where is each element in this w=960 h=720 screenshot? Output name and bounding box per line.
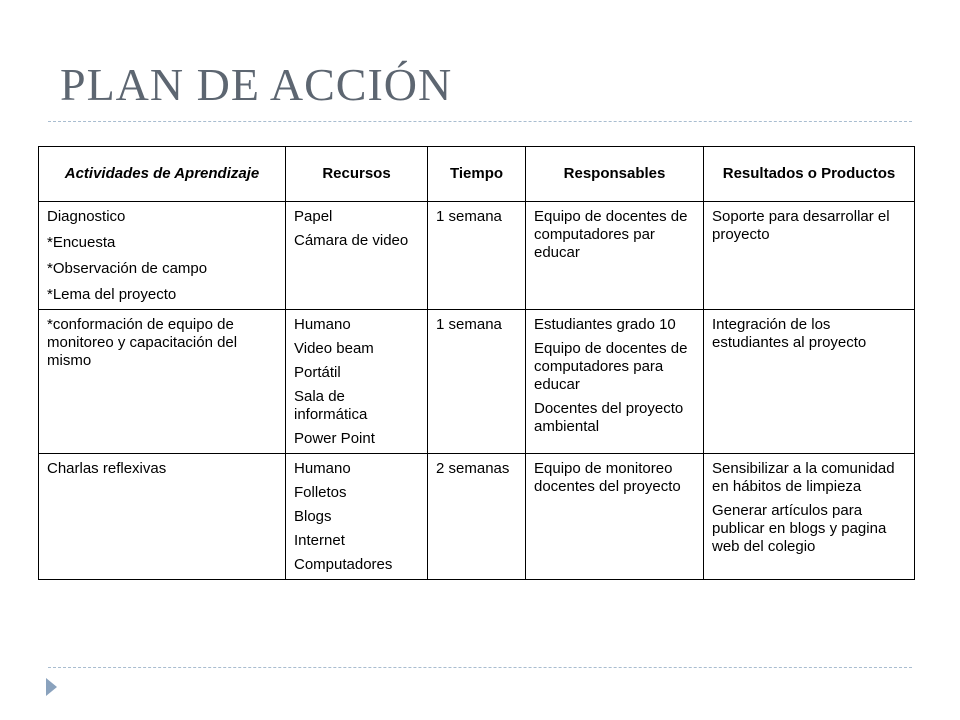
table-row: [39, 202, 915, 310]
cell-line: Soporte para desarrollar el proyecto: [712, 208, 890, 243]
cell-line: *Encuesta: [47, 234, 116, 251]
header-responsables: Responsables: [526, 147, 704, 202]
header-recursos: Recursos: [286, 147, 428, 202]
cell-resultados: [704, 454, 915, 580]
cell-recursos: [286, 454, 428, 580]
cell-line: Generar artículos para publicar en blogs y pagina web del colegio: [712, 502, 887, 555]
cell-resultados: [704, 310, 915, 454]
cell-line: Sala de informática: [294, 388, 368, 423]
cell-line: Power Point: [294, 430, 375, 447]
cell-line: *Observación de campo: [47, 260, 208, 277]
cell-line: Docentes del proyecto ambiental: [534, 400, 684, 435]
cell-line: Folletos: [294, 484, 347, 501]
cell-line: Sensibilizar a la comunidad en hábitos de limpieza: [712, 460, 895, 495]
cell-line: 1 semana: [436, 208, 502, 225]
table-header-row: [39, 147, 915, 202]
slide-title: PLAN DE ACCIÓN: [60, 59, 453, 110]
cell-responsables: [526, 202, 704, 310]
cell-line: *conformación de equipo de monitoreo y capacitación del mismo: [47, 316, 238, 369]
cell-line: Equipo de docentes de computadores para educar: [534, 340, 688, 393]
cell-line: Blogs: [294, 508, 332, 525]
footer-divider: [48, 667, 912, 668]
cell-responsables: [526, 310, 704, 454]
cell-line: Computadores: [294, 556, 393, 573]
cell-responsables: [526, 454, 704, 580]
cell-line: 1 semana: [436, 316, 502, 333]
cell-line: Humano: [294, 316, 351, 333]
header-actividades: Actividades de Aprendizaje: [39, 147, 286, 202]
header-tiempo: Tiempo: [428, 147, 526, 202]
cell-line: Estudiantes grado 10: [534, 316, 676, 333]
action-plan-table: [38, 146, 915, 580]
cell-line: Humano: [294, 460, 351, 477]
cell-line: Integración de los estudiantes al proyecto: [712, 316, 867, 351]
cell-line: Portátil: [294, 364, 341, 381]
cell-line: Cámara de video: [294, 232, 409, 249]
cell-tiempo: [428, 454, 526, 580]
cell-tiempo: [428, 310, 526, 454]
table-row: [39, 454, 915, 580]
cell-line: Equipo de monitoreo docentes del proyecto: [534, 460, 681, 495]
cell-line: 2 semanas: [436, 460, 510, 477]
table-row: [39, 310, 915, 454]
cell-actividades: [39, 454, 286, 580]
title-divider: [48, 121, 912, 122]
cell-actividades: [39, 310, 286, 454]
cell-line: Diagnostico: [47, 208, 126, 225]
cell-resultados: [704, 202, 915, 310]
cell-recursos: [286, 310, 428, 454]
cell-line: Charlas reflexivas: [47, 460, 167, 477]
cell-recursos: [286, 202, 428, 310]
cell-line: Equipo de docentes de computadores par educar: [534, 208, 688, 261]
cell-line: Papel: [294, 208, 333, 225]
triangle-bullet-icon: [46, 678, 57, 696]
cell-actividades: [39, 202, 286, 310]
cell-line: Video beam: [294, 340, 374, 357]
cell-tiempo: [428, 202, 526, 310]
header-resultados: Resultados o Productos: [704, 147, 915, 202]
cell-line: Internet: [294, 532, 345, 549]
cell-line: *Lema del proyecto: [47, 286, 177, 303]
